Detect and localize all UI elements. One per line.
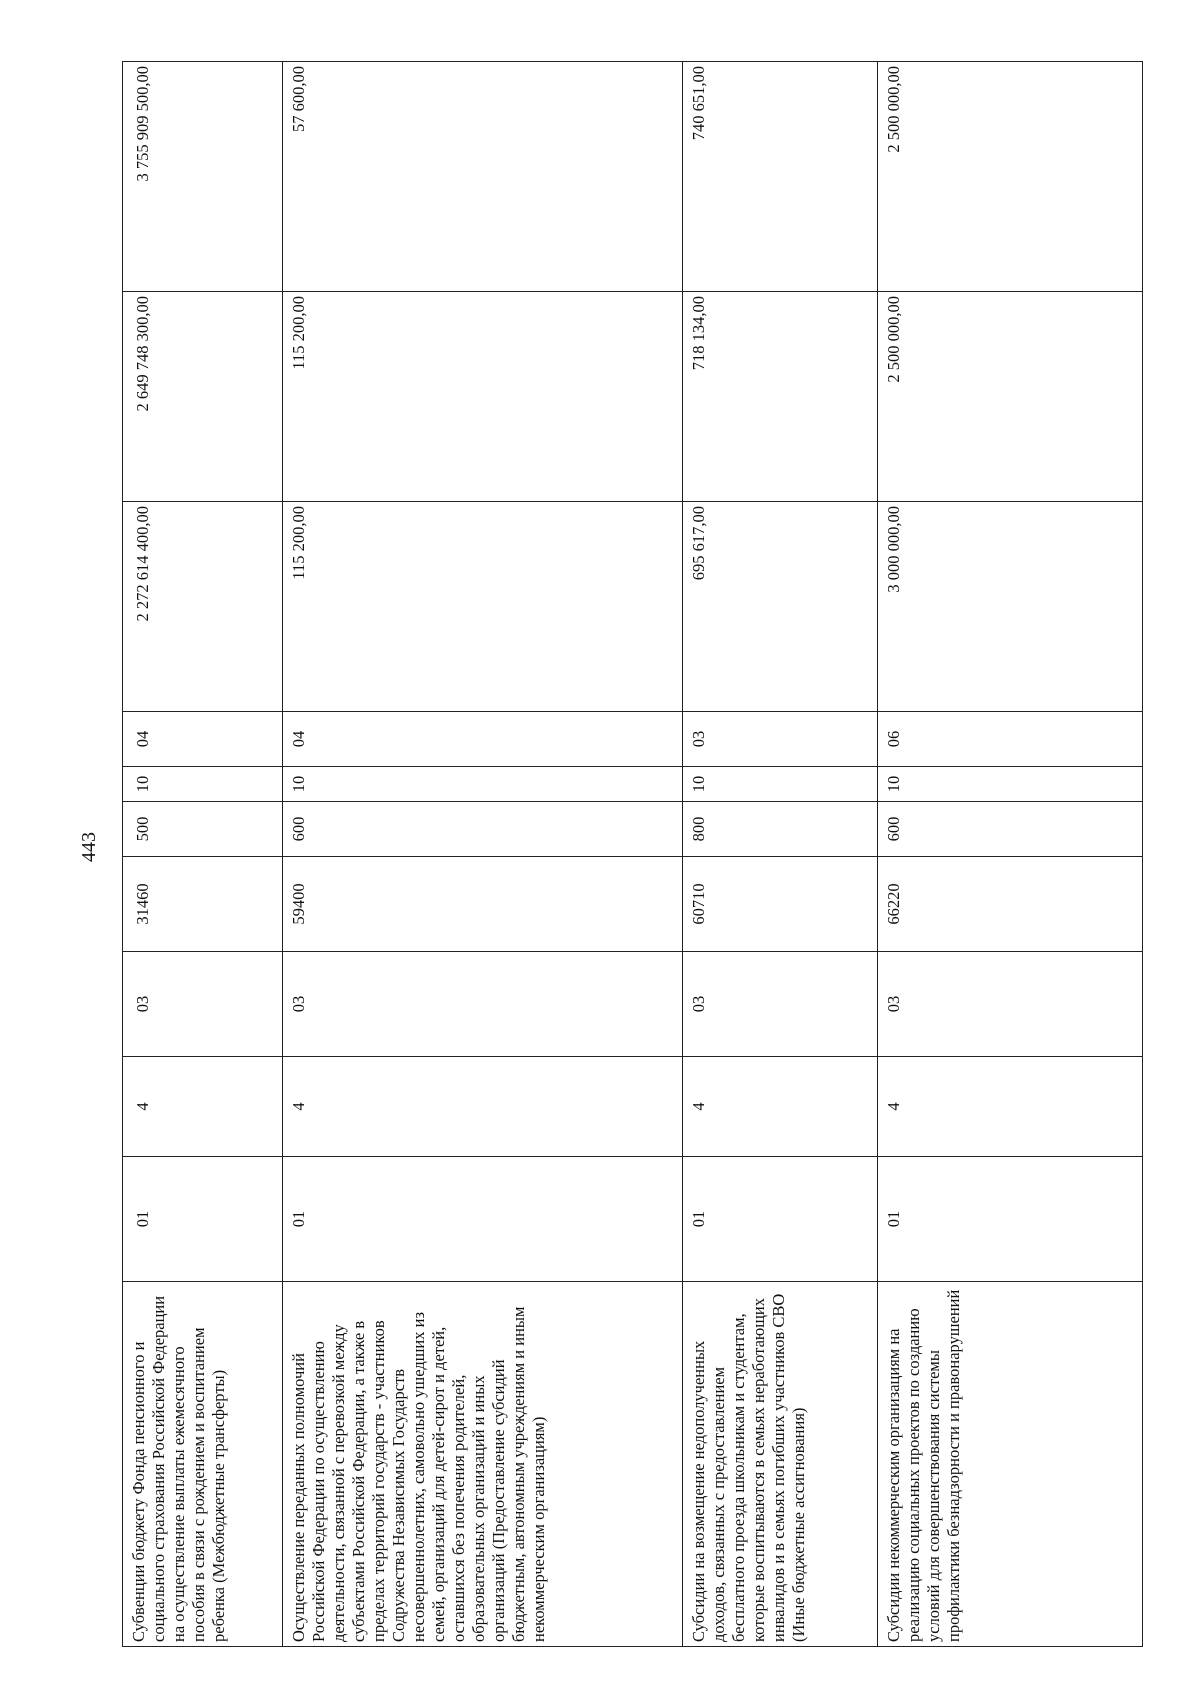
program-code: 01 [283, 1157, 683, 1282]
direction-code: 60710 [683, 857, 878, 952]
activity-code: 03 [683, 952, 878, 1057]
row-description: Осуществление переданных полномочий Российской Федерации по осуществлению деятельности, связанной с перевозкой между субъектами Российской Федерации, а также в пределах территорий государств - участников Содружества Независимых Государств несовершеннолетних, самовольно ушедших из семей, организаций для детей-сирот и детей, оставшихся без попечения родителей, образовательных организаций и иных организаций (Предоставление субсидий бюджетным, автономным учреждениям и иным некоммерческим организациям) [283, 1282, 683, 1647]
expense-type-code: 600 [878, 802, 1143, 857]
table-row [283, 62, 683, 1647]
subprogram-code: 4 [878, 1057, 1143, 1157]
section-code: 10 [283, 767, 683, 802]
subsection-code: 06 [878, 712, 1143, 767]
subprogram-code: 4 [683, 1057, 878, 1157]
program-code: 01 [683, 1157, 878, 1282]
section-code: 10 [683, 767, 878, 802]
table-row [878, 62, 1143, 1647]
expense-type-code: 800 [683, 802, 878, 857]
subsection-code: 03 [683, 712, 878, 767]
amount-year-1: 115 200,00 [283, 502, 683, 712]
direction-code: 31460 [123, 857, 283, 952]
subprogram-code: 4 [123, 1057, 283, 1157]
activity-code: 03 [878, 952, 1143, 1057]
amount-year-3: 57 600,00 [283, 62, 683, 292]
expense-type-code: 500 [123, 802, 283, 857]
subprogram-code: 4 [283, 1057, 683, 1157]
amount-year-1: 2 272 614 400,00 [123, 502, 283, 712]
amount-year-3: 2 500 000,00 [878, 62, 1143, 292]
row-description: Субвенции бюджету Фонда пенсионного и социального страхования Российской Федерации на осуществление выплаты ежемесячного пособия в связи с рождением и воспитанием ребенка (Межбюджетные трансферты) [123, 1282, 283, 1647]
section-code: 10 [123, 767, 283, 802]
amount-year-1: 3 000 000,00 [878, 502, 1143, 712]
amount-year-3: 740 651,00 [683, 62, 878, 292]
row-description: Субсидии на возмещение недополученных доходов, связанных с предоставлением бесплатного проезда школьникам и студентам, которые воспитываются в семьях неработающих инвалидов и в семьях погибших участников СВО (Иные бюджетные ассигнования) [683, 1282, 878, 1647]
row-description: Субсидии некоммерческим организациям на реализацию социальных проектов по созданию условий для совершенствования системы профилактики безнадзорности и правонарушений [878, 1282, 1143, 1647]
amount-year-1: 695 617,00 [683, 502, 878, 712]
amount-year-2: 2 649 748 300,00 [123, 292, 283, 502]
subsection-code: 04 [123, 712, 283, 767]
direction-code: 66220 [878, 857, 1143, 952]
amount-year-2: 2 500 000,00 [878, 292, 1143, 502]
activity-code: 03 [123, 952, 283, 1057]
amount-year-2: 115 200,00 [283, 292, 683, 502]
amount-year-2: 718 134,00 [683, 292, 878, 502]
amount-year-3: 3 755 909 500,00 [123, 62, 283, 292]
program-code: 01 [878, 1157, 1143, 1282]
section-code: 10 [878, 767, 1143, 802]
table-row [683, 62, 878, 1647]
direction-code: 59400 [283, 857, 683, 952]
subsection-code: 04 [283, 712, 683, 767]
expense-type-code: 600 [283, 802, 683, 857]
budget-table [122, 61, 1143, 1647]
activity-code: 03 [283, 952, 683, 1057]
program-code: 01 [123, 1157, 283, 1282]
table-row [123, 62, 283, 1647]
page-number: 443 [78, 832, 100, 862]
